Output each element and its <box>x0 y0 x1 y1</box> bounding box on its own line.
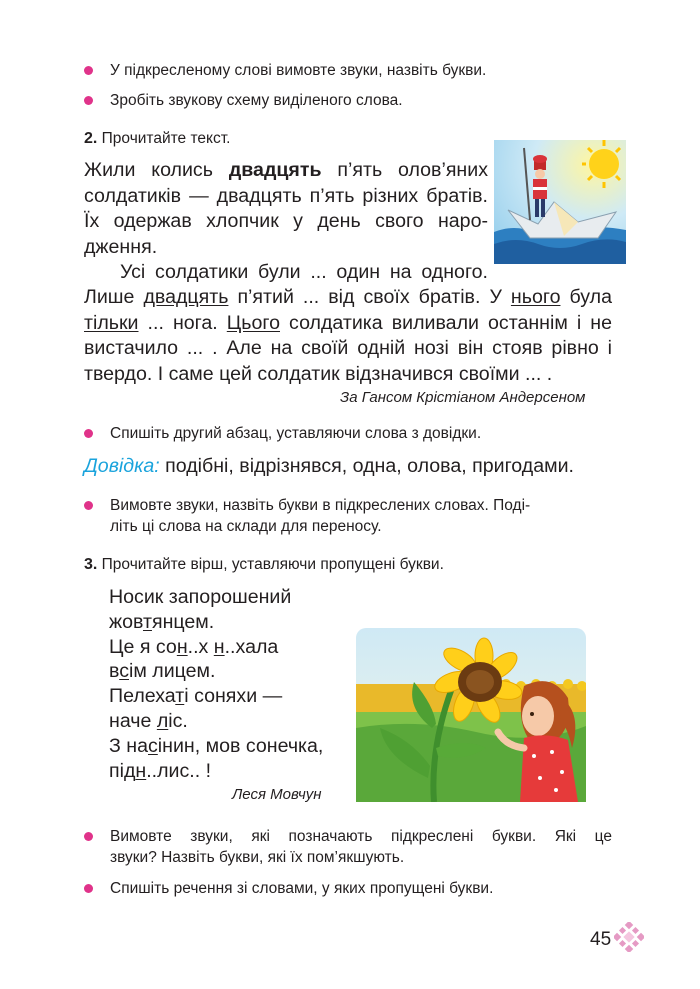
instruction-sound-scheme: Зробіть звукову схему виділеного слова. <box>110 92 403 109</box>
story-attribution: За Гансом Крістіаном Андерсеном <box>340 389 586 406</box>
task-instruction: Прочитайте текст. <box>101 130 231 147</box>
task-2-heading <box>84 128 230 149</box>
story-text <box>84 158 488 260</box>
page-number: 45 <box>590 929 612 950</box>
task-instruction: Прочитайте вірш, уставляючи пропущені букви. <box>101 556 444 573</box>
instruction-copy-paragraph: Спишіть другий абзац, уставляючи слова з довідки. <box>110 425 482 442</box>
poem-line: З насінин, мов сонечка, <box>109 734 324 757</box>
story-line: Лише двадцять п’ятий ... від своїх братів. У нього була <box>84 286 612 308</box>
ornament-icon <box>614 922 644 952</box>
poem-line: всім лицем. <box>109 660 216 683</box>
poem-line: Пелехаті соняхи — <box>109 685 283 708</box>
instruction-copy-sentences: Спишіть речення зі словами, у яких пропущені букви. <box>110 880 494 897</box>
task-number: 3. <box>84 556 98 573</box>
bullet-dot <box>84 429 93 438</box>
story-line: дження. <box>84 235 158 258</box>
underlined-word: Цього <box>226 311 280 334</box>
sunflower-girl-illustration <box>356 628 586 802</box>
poem-line: наче ліс. <box>109 709 188 732</box>
bullet-dot <box>84 96 93 105</box>
tin-soldier-illustration <box>494 140 626 264</box>
bullet-dot <box>84 66 93 75</box>
bullet-dot <box>84 501 93 510</box>
story-line: солдатиків — двадцять п’ять різних братів. <box>84 184 488 207</box>
poem-author: Леся Мовчун <box>232 786 322 803</box>
story-line: Жили колись двадцять п’ять олов’яних <box>84 159 488 181</box>
story-line: Усі солдатики були ... один на одного. <box>120 261 488 283</box>
task-3-heading <box>84 554 444 575</box>
bold-word: двадцять <box>228 159 322 181</box>
dovidka-words: подібні, відрізнявся, одна, олова, пригодами. <box>159 455 574 477</box>
dovidka-label: Довідка: <box>84 455 160 477</box>
underlined-word: нього <box>510 286 561 308</box>
poem-line: Носик запорошений <box>109 586 292 608</box>
underlined-word: двадцять <box>143 286 229 308</box>
story-text-p2 <box>84 285 612 387</box>
story-line: вистачило ... . Але на своїй одній нозі він стояв рівно і <box>84 337 612 360</box>
poem-line: жовтянцем. <box>109 610 215 633</box>
bullet-dot <box>84 832 93 841</box>
instruction-soften-letters: Вимовте звуки, які позначають підкреслені букви. Які це звуки? Назвіть букви, які їх пом’якшують. <box>110 828 612 866</box>
story-line: твердо. І саме цей солдатик відзначився своїми ... . <box>84 362 553 385</box>
underlined-word: тільки <box>84 311 139 334</box>
bullet-dot <box>84 884 93 893</box>
poem-line: підн..лис.. ! <box>109 759 212 782</box>
instruction-split-words: Вимовте звуки, назвіть букви в підкреслених словах. Поді- літь ці слова на склади для переносу. <box>110 497 531 535</box>
poem-line: Це я сон..х н..хала <box>109 635 279 658</box>
story-line: Їх одержав хлопчик у день свого наро- <box>84 210 488 233</box>
story-line: тільки ... нога. Цього солдатика виливали останнім і не <box>84 311 612 334</box>
task-number: 2. <box>84 130 98 147</box>
dovidka-line <box>84 455 574 478</box>
instruction-underlined-word: У підкресленому слові вимовте звуки, назвіть букви. <box>110 62 487 79</box>
story-text-p2-short <box>120 260 488 286</box>
poem <box>109 585 323 783</box>
